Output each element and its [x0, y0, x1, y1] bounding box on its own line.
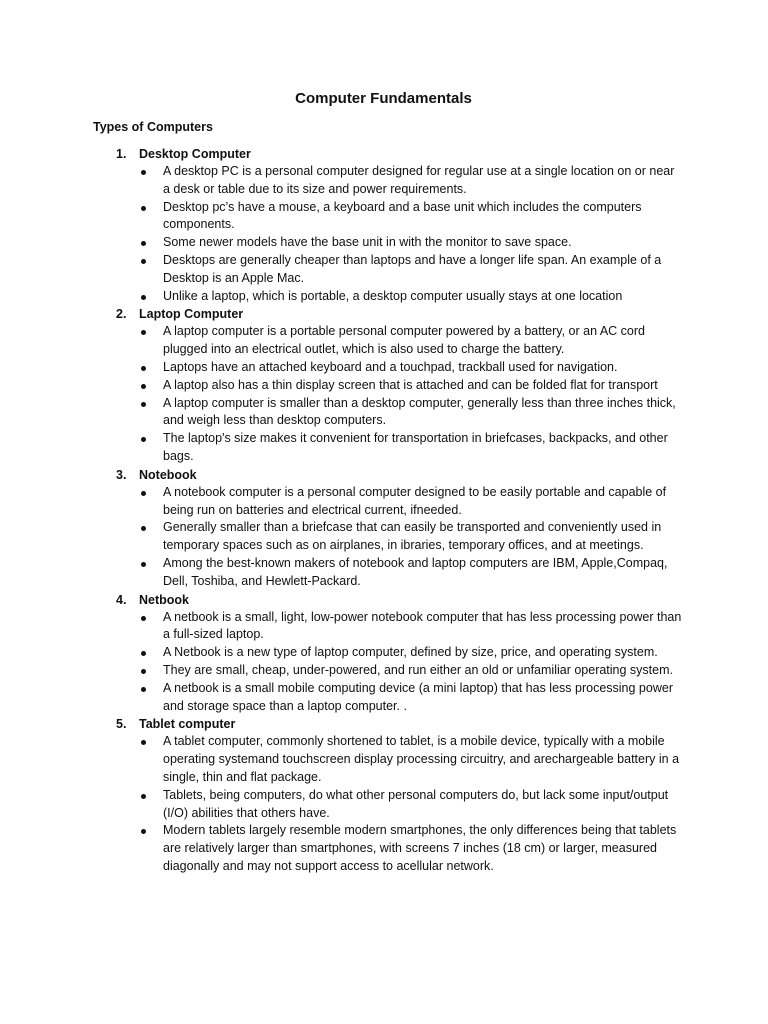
section-item: [93, 145, 688, 305]
list-item: [93, 555, 688, 591]
bullet-list: [93, 733, 688, 875]
list-item: [93, 163, 688, 199]
bullet-icon: [141, 366, 146, 371]
bullet-icon: [141, 829, 146, 834]
bullet-list: [93, 484, 688, 591]
bullet-icon: [141, 491, 146, 496]
bullet-text: They are small, cheap, under-powered, and run either an old or unfamiliar operating system.: [163, 662, 673, 677]
bullet-text: A Netbook is a new type of laptop computer, defined by size, price, and operating system.: [163, 645, 658, 660]
bullet-icon: [141, 669, 146, 674]
bullet-text: A tablet computer, commonly shortened to tablet, is a mobile device, typically with a mobile operating systemand touchscreen display processing circuitry, and arechargeable battery in a single, thin and flat package.: [163, 734, 680, 784]
bullet-icon: [141, 616, 146, 621]
bullet-icon: [141, 384, 146, 389]
bullet-text: A laptop also has a thin display screen that is attached and can be folded flat for transport: [163, 377, 658, 392]
section-number: 3.: [116, 467, 127, 482]
bullet-list: [93, 323, 688, 465]
section-heading-text: Tablet computer: [139, 717, 236, 732]
section-heading: [93, 715, 688, 733]
bullet-text: Desktop pc’s have a mouse, a keyboard and a base unit which includes the computers components.: [163, 199, 642, 232]
section-number: 5.: [116, 717, 127, 732]
section-item: [93, 466, 688, 591]
bullet-icon: [141, 295, 146, 300]
bullet-icon: [141, 794, 146, 799]
bullet-text: A laptop computer is smaller than a desktop computer, generally less than three inches thick, and weigh less than desktop computers.: [163, 395, 676, 428]
list-item: [93, 252, 688, 288]
list-item: [93, 199, 688, 235]
list-item: [93, 519, 688, 555]
list-item: [93, 288, 688, 306]
bullet-icon: [141, 206, 146, 211]
bullet-text: Among the best-known makers of notebook and laptop computers are IBM, Apple,Compaq, Dell, Toshiba, and Hewlett-Packard.: [163, 555, 668, 588]
list-item: [93, 484, 688, 520]
section-number: 4.: [116, 592, 127, 607]
bullet-text: Laptops have an attached keyboard and a touchpad, trackball used for navigation.: [163, 359, 618, 374]
list-item: [93, 395, 688, 431]
bullet-text: Desktops are generally cheaper than laptops and have a longer life span. An example of a Desktop is an Apple Mac.: [163, 252, 662, 285]
bullet-text: Generally smaller than a briefcase that can easily be transported and conveniently used in temporary spaces such as on airplanes, in ibraries, temporary offices, and at meetings.: [163, 520, 662, 553]
list-item: [93, 234, 688, 252]
bullet-icon: [141, 402, 146, 407]
list-item: [93, 323, 688, 359]
bullet-icon: [141, 740, 146, 745]
bullet-icon: [141, 687, 146, 692]
list-item: [93, 609, 688, 645]
list-item: [93, 377, 688, 395]
list-item: [93, 680, 688, 716]
bullet-text: A netbook is a small mobile computing device (a mini laptop) that has less processing power and storage space than a laptop computer. .: [163, 680, 673, 713]
list-item: [93, 733, 688, 786]
list-item: [93, 644, 688, 662]
bullet-text: Unlike a laptop, which is portable, a desktop computer usually stays at one location: [163, 288, 623, 303]
bullet-text: Modern tablets largely resemble modern smartphones, the only differences being that tablets are relatively larger than smartphones, with screens 7 inches (18 cm) or larger, measured diagonally and may not support access to acellular network.: [163, 823, 677, 873]
section-number: 2.: [116, 307, 127, 322]
bullet-text: Some newer models have the base unit in with the monitor to save space.: [163, 235, 572, 250]
bullet-icon: [141, 330, 146, 335]
list-item: [93, 662, 688, 680]
section-number: 1.: [116, 147, 127, 161]
bullet-icon: [141, 651, 146, 656]
section-heading: [93, 145, 688, 163]
bullet-text: Tablets, being computers, do what other personal computers do, but lack some input/output (I/O) abilities that others have.: [163, 787, 669, 820]
bullet-text: A notebook computer is a personal computer designed to be easily portable and capable of being run on batteries and electrical current, ifneeded.: [163, 484, 667, 517]
section-item: [93, 591, 688, 716]
section-heading-text: Desktop Computer: [139, 147, 251, 161]
bullet-list: [93, 163, 688, 305]
section-heading-text: Netbook: [139, 592, 189, 607]
bullet-text: The laptop's size makes it convenient for transportation in briefcases, backpacks, and other bags.: [163, 431, 668, 463]
bullet-icon: [141, 562, 146, 567]
bullet-icon: [141, 259, 146, 264]
list-item: [93, 787, 688, 823]
section-heading-text: Laptop Computer: [139, 307, 244, 322]
bullet-text: A netbook is a small, light, low-power notebook computer that has less processing power than a full-sized laptop.: [163, 609, 682, 642]
bullet-icon: [141, 526, 146, 531]
list-item: [93, 822, 688, 875]
section-list: [93, 145, 688, 876]
bullet-icon: [141, 170, 146, 175]
bullet-icon: [141, 241, 146, 246]
section-heading: [93, 305, 688, 323]
section-item: [93, 715, 688, 875]
document-title: Computer Fundamentals: [295, 90, 472, 107]
list-item: [93, 359, 688, 377]
list-item: [93, 430, 688, 466]
bullet-list: [93, 609, 688, 716]
document-subtitle: Types of Computers: [93, 120, 213, 134]
section-heading: [93, 466, 688, 484]
section-heading-text: Notebook: [139, 467, 197, 482]
bullet-text: A desktop PC is a personal computer designed for regular use at a single location on or near a desk or table due to its size and power requirements.: [163, 164, 675, 196]
section-item: [93, 305, 688, 465]
section-heading: [93, 591, 688, 609]
bullet-text: A laptop computer is a portable personal computer powered by a battery, or an AC cord plugged into an electrical outlet, which is also used to charge the battery.: [163, 324, 645, 357]
bullet-icon: [141, 437, 146, 442]
